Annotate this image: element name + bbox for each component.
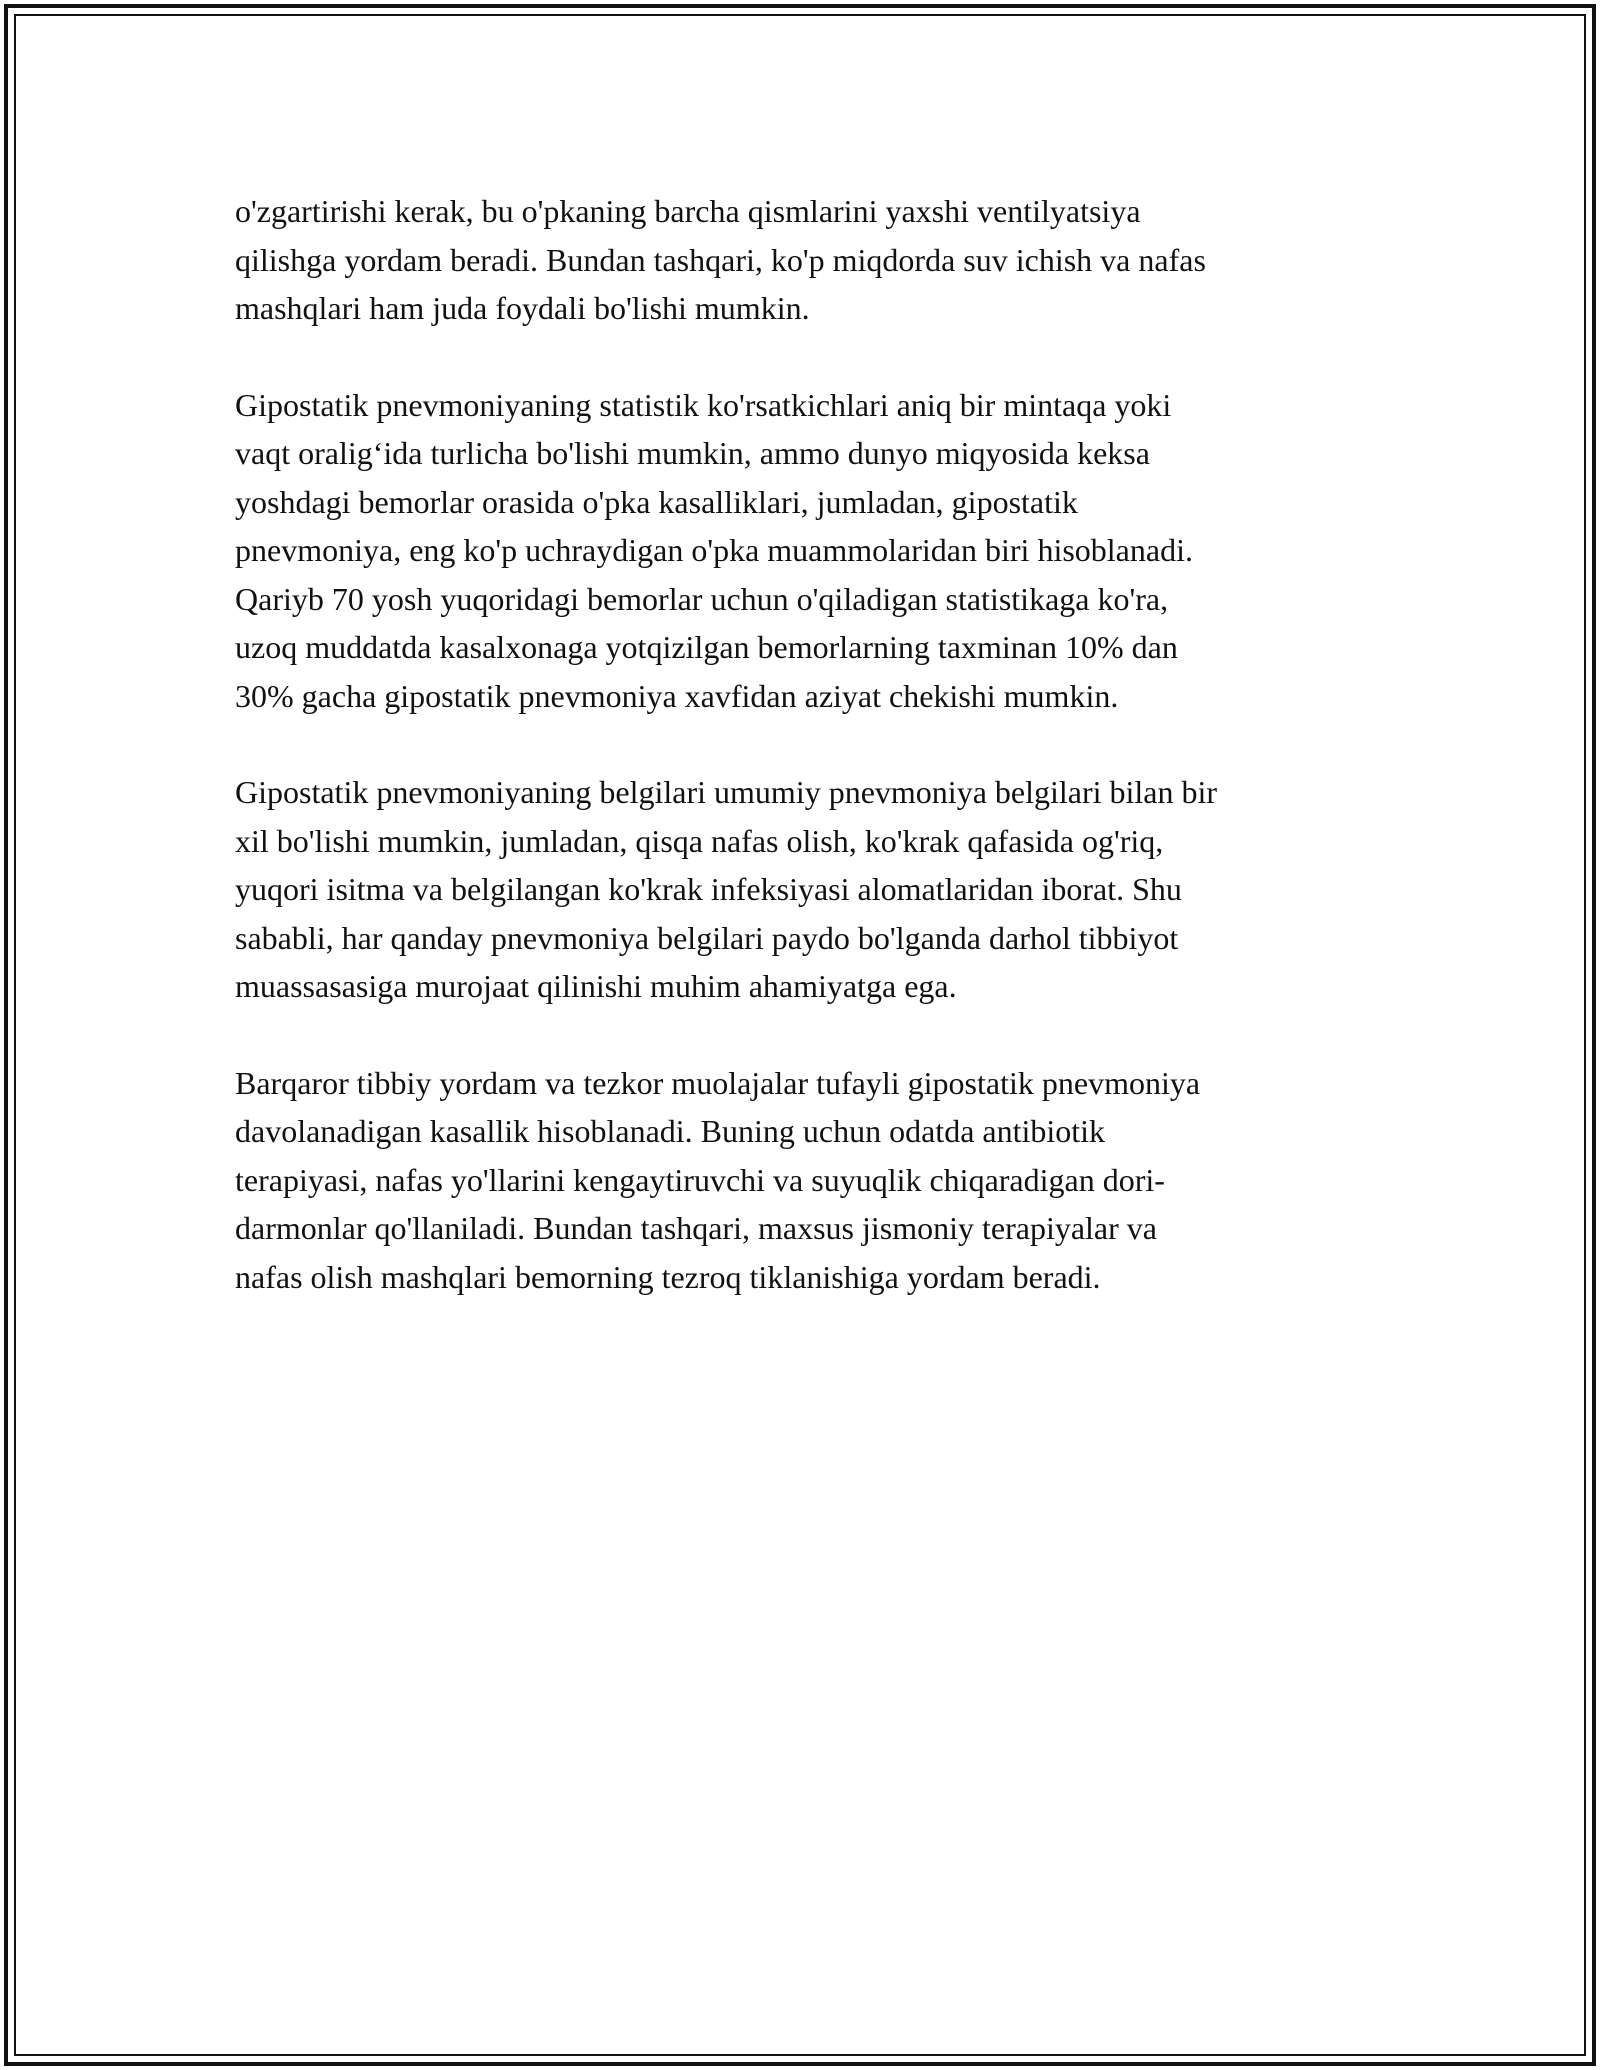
- paragraph-2: Gipostatik pnevmoniyaning statistik ko'rsatkichlari aniq bir mintaqa yoki vaqt oralig‘ida turlicha bo'lishi mumkin, ammo dunyo miqyosida keksa yoshdagi bemorlar orasida o'pka kasalliklari, jumladan, gipostatik pnevmoniya, eng ko'p uchraydigan o'pka muammolaridan biri hisoblanadi. Qariyb 70 yosh yuqoridagi bemorlar uchun o'qiladigan statistikaga ko'ra, uzoq muddatda kasalxonaga yotqizilgan bemorlarning taxminan 10% dan 30% gacha gipostatik pnevmoniya xavfidan aziyat chekishi mumkin.: [235, 386, 1193, 714]
- document-body: [235, 187, 1365, 1349]
- paragraph-1: o'zgartirishi kerak, bu o'pkaning barcha qismlarini yaxshi ventilyatsiya qilishga yordam beradi. Bundan tashqari, ko'p miqdorda suv ichish va nafas mashqlari ham juda foydali bo'lishi mumkin.: [235, 193, 1206, 326]
- paragraph-3: Gipostatik pnevmoniyaning belgilari umumiy pnevmoniya belgilari bilan bir xil bo'lishi mumkin, jumladan, qisqa nafas olish, ko'krak qafasida og'riq, yuqori isitma va belgilangan ko'krak infeksiyasi alomatlaridan iborat. Shu sababli, har qanday pnevmoniya belgilari paydo bo'lganda darhol tibbiyot muassasasiga murojaat qilinishi muhim ahamiyatga ega.: [235, 774, 1218, 1004]
- paragraph-4: Barqaror tibbiy yordam va tezkor muolajalar tufayli gipostatik pnevmoniya davolanadigan kasallik hisoblanadi. Buning uchun odatda antibiotik terapiyasi, nafas yo'llarini kengaytiruvchi va suyuqlik chiqaradigan dori- darmonlar qo'llaniladi. Bundan tashqari, maxsus jismoniy terapiyalar va nafas olish mashqlari bemorning tezroq tiklanishiga yordam beradi.: [235, 1064, 1201, 1295]
